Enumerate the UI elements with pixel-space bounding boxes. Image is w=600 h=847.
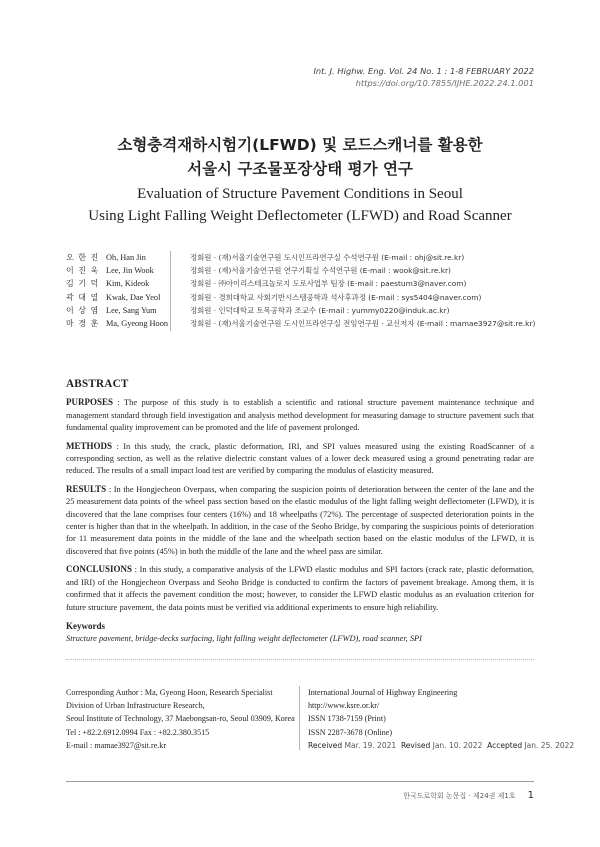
conclusions-text: : In this study, a comparative analysis of the LFWD elastic modulus and SPI factors (crack rate, plastic deformation, and IRI) of the Hongjecheon Overpass and Seoho Bridge is conducted to confirm the factors of pavement breakage. Among them, it is confirmed that it affects the pavement condition the most; however, to consider the LFWD elastic modulus as an evaluation criterion for future structure pavement, the data points must be verified via additional experiments to ensure high reliability. (66, 565, 534, 612)
doi-link[interactable]: https://doi.org/10.7855/IJHE.2022.24.1.001 (355, 78, 534, 88)
page-number: 1 (527, 790, 534, 801)
journal-citation: Int. J. Highw. Eng. Vol. 24 No. 1 : 1-8 FEBRUARY 2022 (313, 66, 534, 76)
english-title (0, 183, 600, 227)
korean-title-line2: 서울시 구조물포장상태 평가 연구 (187, 160, 413, 178)
received-label: Received (308, 740, 343, 750)
purposes-label: PURPOSES (66, 397, 114, 408)
footer-journal-text: 한국도로학회 논문집 · 제24권 제1호 (403, 791, 516, 800)
author-row (66, 277, 535, 290)
correspondence-address: Seoul Institute of Technology, 37 Maebongsan-ro, Seoul 03909, Korea (66, 714, 295, 724)
abstract-heading: ABSTRACT (66, 378, 129, 390)
author-korean-name: 곽 대 열 (66, 292, 100, 302)
revised-label: Revised (400, 740, 431, 750)
conclusions-paragraph (66, 563, 534, 614)
author-korean-name: 오 한 진 (66, 253, 100, 262)
correspondence-author: Corresponding Author : Ma, Gyeong Hoon, Research Specialist (66, 688, 273, 697)
author-korean-name: 이 진 욱 (66, 266, 100, 276)
author-english-name: Lee, Jin Wook (106, 266, 154, 276)
methods-label: METHODS (66, 440, 113, 451)
author-korean-name: 이 상 염 (66, 305, 100, 315)
conclusions-label: CONCLUSIONS (66, 564, 133, 575)
author-english-name: Kim, Kideok (106, 279, 150, 289)
methods-paragraph (66, 440, 534, 478)
purposes-paragraph (66, 396, 534, 434)
correspondence-phone: Tel : +82.2.6912.0994 Fax : +82.2.380.3515 (66, 727, 210, 737)
author-row (66, 251, 535, 264)
author-affiliation: 정회원 · (재)서울기술연구원 도시인프라연구실 수석연구원 (E-mail : ohj@sit.re.kr) (190, 253, 465, 262)
footer-divider (66, 781, 534, 782)
korean-title-line1: 소형충격재하시험기(LFWD) 및 로드스캐너를 활용한 (117, 136, 483, 154)
correspondence-email[interactable]: E-mail : mamae3927@sit.re.kr (66, 740, 167, 750)
journal-url[interactable]: http://www.ksre.or.kr/ (308, 701, 380, 711)
english-title-line2: Using Light Falling Weight Deflectometer (LFWD) and Road Scanner (88, 208, 512, 224)
page-footer (403, 790, 534, 801)
accepted-date: Jan. 25. 2022 (524, 740, 575, 750)
author-row (66, 291, 535, 304)
submission-dates (308, 739, 574, 752)
author-affiliation: 정회원 · (재)서울기술연구원 도시인프라연구실 전임연구원 · 교신저자 (E-mail : mamae3927@sit.re.kr) (190, 319, 536, 329)
author-affiliation: 정회원 · 인덕대학교 토목공학과 조교수 (E-mail : yummy0220@induk.ac.kr) (190, 305, 450, 315)
journal-info-block (308, 686, 574, 752)
author-affiliation: 정회원 · (재)서울기술연구원 연구기획실 수석연구원 (E-mail : wook@sit.re.kr) (190, 266, 451, 276)
author-list (66, 251, 535, 330)
revised-date: Jan. 10. 2022 (432, 740, 483, 750)
author-korean-name: 김 기 덕 (66, 279, 100, 289)
keywords-text: Structure pavement, bridge-decks surfacing, light falling weight deflectometer (LFWD), road scanner, SPI (66, 634, 422, 644)
author-korean-name: 마 경 훈 (66, 319, 100, 329)
section-divider (66, 659, 534, 660)
results-text: : In the Hongjecheon Overpass, when comparing the suspicion points of deterioration between the center of the lane and the 25 measurement data points of the wheel pass section based on the elastic modulus of the light falling weight deflectometer (LFWD), it is discovered that the lane comprises four centers (16%) and 18 wheelpaths (72%). The percentage of suspected deterioration points in the center is higher than that in the wheelpath. In addition, in the case of the Seoho Bridge, by comparing the suspicious points of deterioration for 11 measurement data points in the middle of the lane and the wheelpath section based on the elastic modulus of the LFWD, it is discovered that five points (45%) in both the middle of the lane and the wheel pass are similar. (66, 484, 534, 556)
results-paragraph (66, 483, 534, 558)
author-row (66, 317, 535, 330)
issn-print: ISSN 1738-7159 (Print) (308, 714, 386, 724)
info-divider (299, 686, 300, 750)
accepted-label: Accepted (487, 740, 523, 750)
abstract-section (66, 378, 534, 646)
author-row (66, 264, 535, 277)
correspondence-block (66, 686, 295, 752)
author-row (66, 304, 535, 317)
author-english-name: Ma, Gyeong Hoon (106, 319, 168, 329)
author-affiliation: 정회원 · 경희대학교 사회기반시스템공학과 석사후과정 (E-mail : sys5404@naver.com) (190, 292, 482, 302)
correspondence-division: Division of Urban Infrastructure Research, (66, 701, 205, 711)
issn-online: ISSN 2287-3678 (Online) (308, 727, 393, 737)
methods-text: : In this study, the crack, plastic deformation, IRI, and SPI values measured using the existing RoadScanner of a corresponding section, as well as the relative dielectric constant values of a lower deck measured using a ground penetrating radar are reduced. The results of a small impact load test are verified by comparing the modulus of elasticity measured. (66, 441, 534, 476)
journal-name: International Journal of Highway Engineering (308, 688, 458, 697)
korean-title (0, 133, 600, 181)
author-affiliation: 정회원 · ㈜아이리스테크놀로지 도로사업부 팀장 (E-mail : paestum3@naver.com) (190, 279, 467, 289)
received-date: Mar. 19. 2021 (344, 740, 397, 750)
journal-header (313, 65, 534, 89)
english-title-line1: Evaluation of Structure Pavement Conditions in Seoul (137, 186, 463, 202)
keywords-heading: Keywords (66, 620, 105, 631)
author-english-name: Oh, Han Jin (106, 253, 146, 262)
author-english-name: Kwak, Dae Yeol (106, 292, 161, 302)
purposes-text: : The purpose of this study is to establish a scientific and rational structure pavement maintenance technique and management standard through field investigation and analysis method development for measuring damage to structure pavement such that fundamental quality improvement can be promoted and the life of pavement prolonged. (66, 398, 534, 433)
author-english-name: Lee, Sang Yum (106, 305, 157, 315)
results-label: RESULTS (66, 483, 107, 494)
